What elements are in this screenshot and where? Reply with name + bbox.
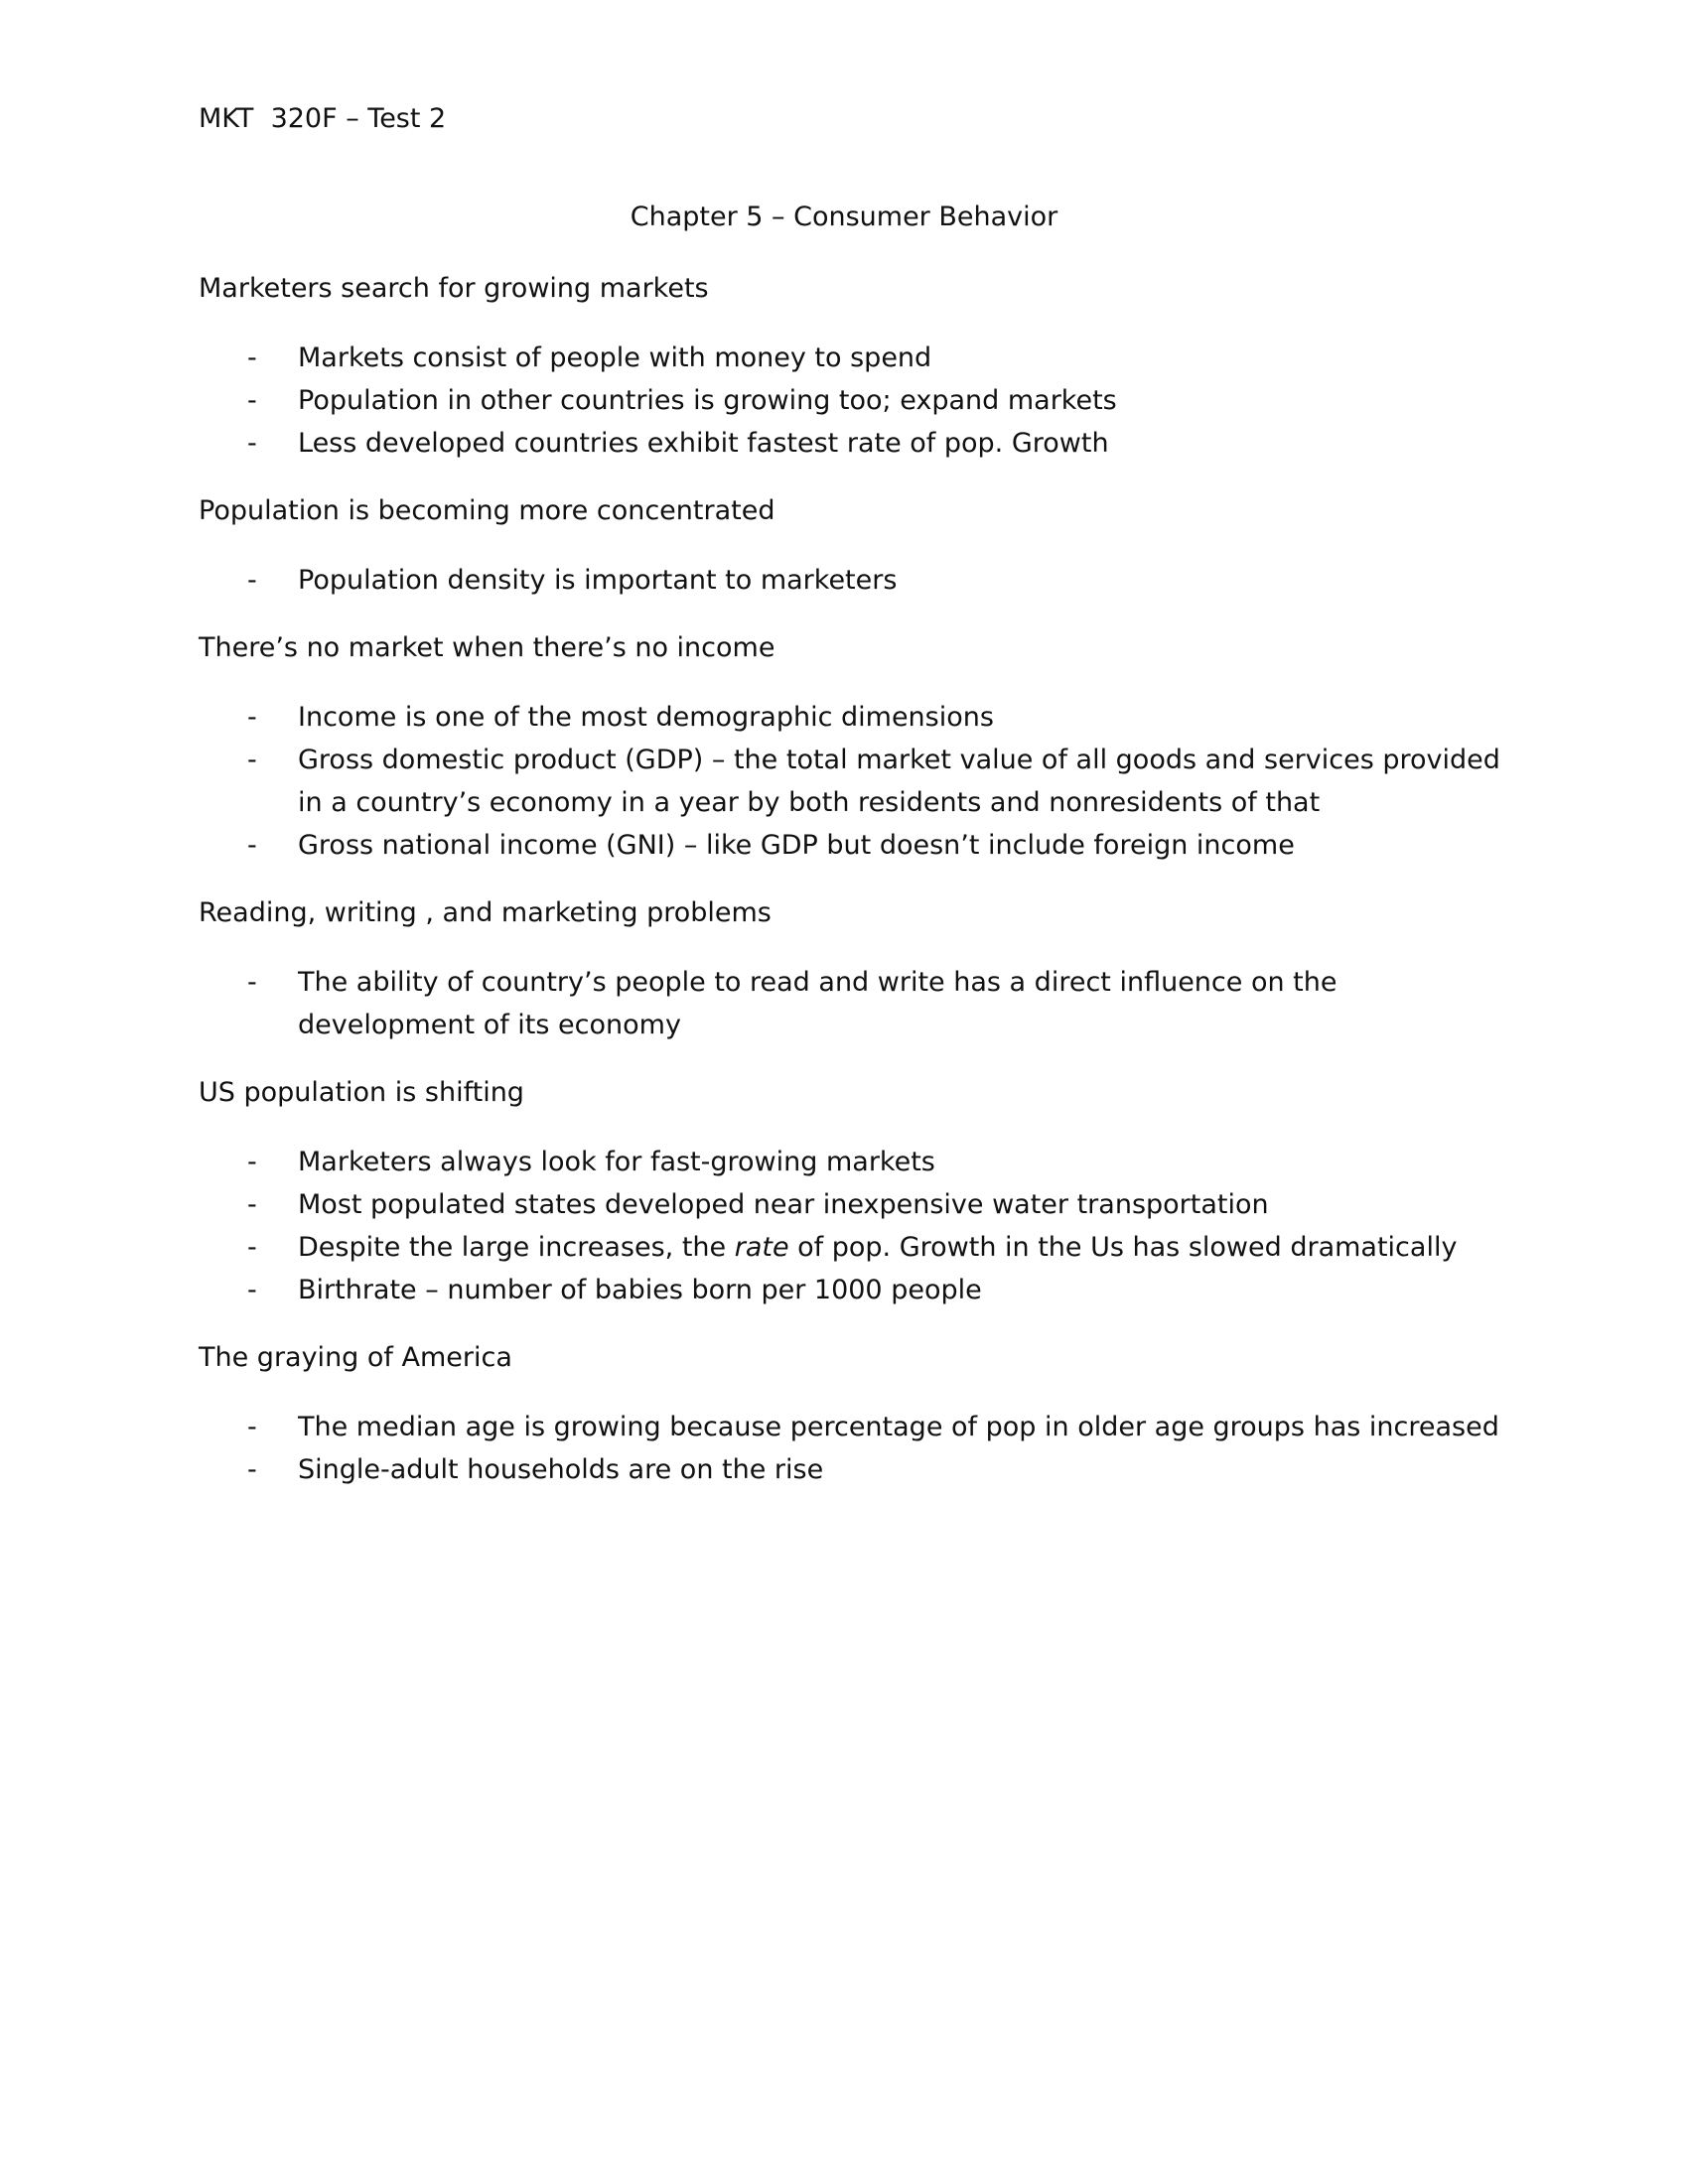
- list-item: [199, 1448, 1509, 1491]
- bullet-text: Markets consist of people with money to spend: [298, 342, 932, 373]
- bullet-text: Single-adult households are on the rise: [298, 1454, 824, 1485]
- bullet-text: The ability of country’s people to read and write has a direct influence on the development of its economy: [298, 967, 1337, 1040]
- bullet-dash: -: [247, 1275, 257, 1305]
- section-us-population: [199, 1071, 1509, 1311]
- list-item: [199, 1269, 1509, 1311]
- list-item: [199, 379, 1509, 422]
- bullet-text: Most populated states developed near inexpensive water transportation: [298, 1189, 1269, 1220]
- section-heading: There’s no market when there’s no income: [199, 632, 775, 663]
- list-item: [199, 696, 1509, 739]
- emphasized-word: rate: [734, 1232, 789, 1263]
- section-no-income: [199, 626, 1509, 867]
- section-heading: US population is shifting: [199, 1077, 524, 1108]
- bullet-text: Income is one of the most demographic dimensions: [298, 702, 994, 733]
- bullet-text: Marketers always look for fast-growing markets: [298, 1147, 935, 1177]
- bullet-list: [199, 1141, 1509, 1311]
- notes-body: [199, 267, 1509, 1516]
- section-graying-america: [199, 1336, 1509, 1491]
- document-header: MKT 320F – Test 2: [199, 103, 447, 134]
- bullet-text: Gross domestic product (GDP) – the total market value of all goods and services provided in a country’s economy in a year by both residents and nonresidents of that: [298, 745, 1500, 818]
- bullet-dash: -: [247, 565, 257, 596]
- section-population-concentrated: [199, 489, 1509, 602]
- bullet-dash: -: [247, 1412, 257, 1442]
- bullet-dash: -: [247, 1232, 257, 1263]
- bullet-text: Gross national income (GNI) – like GDP but doesn’t include foreign income: [298, 830, 1295, 861]
- section-reading-writing: [199, 891, 1509, 1046]
- bullet-dash: -: [247, 967, 257, 998]
- chapter-title: Chapter 5 – Consumer Behavior: [630, 202, 1058, 232]
- list-item: [199, 961, 1509, 1046]
- list-item: [199, 824, 1509, 867]
- list-item: [199, 1183, 1509, 1226]
- bullet-list: [199, 559, 1509, 602]
- bullet-list: [199, 1406, 1509, 1491]
- bullet-list: [199, 961, 1509, 1046]
- bullet-dash: -: [247, 745, 257, 775]
- bullet-text: Birthrate – number of babies born per 1000 people: [298, 1275, 982, 1305]
- list-item: [199, 1226, 1509, 1269]
- bullet-dash: -: [247, 428, 257, 459]
- section-heading: Population is becoming more concentrated: [199, 495, 775, 526]
- bullet-text: Less developed countries exhibit fastest rate of pop. Growth: [298, 428, 1109, 459]
- list-item: [199, 739, 1509, 824]
- list-item: [199, 1406, 1509, 1448]
- bullet-text: [298, 1226, 1509, 1269]
- bullet-dash: -: [247, 1189, 257, 1220]
- section-growing-markets: [199, 267, 1509, 465]
- section-heading: Reading, writing , and marketing problems: [199, 897, 772, 928]
- bullet-dash: -: [247, 342, 257, 373]
- bullet-dash: -: [247, 1454, 257, 1485]
- bullet-text-after: of pop. Growth in the Us has slowed dramatically: [788, 1232, 1458, 1263]
- list-item: [199, 559, 1509, 602]
- bullet-text: Population in other countries is growing too; expand markets: [298, 385, 1117, 416]
- bullet-list: [199, 696, 1509, 867]
- bullet-text: Population density is important to marketers: [298, 565, 898, 596]
- bullet-text-before: Despite the large increases, the: [298, 1232, 735, 1263]
- section-heading: Marketers search for growing markets: [199, 273, 709, 304]
- bullet-dash: -: [247, 702, 257, 733]
- list-item: [199, 422, 1509, 465]
- bullet-dash: -: [247, 830, 257, 861]
- bullet-dash: -: [247, 385, 257, 416]
- list-item: [199, 337, 1509, 379]
- section-heading: The graying of America: [199, 1342, 512, 1373]
- bullet-list: [199, 337, 1509, 465]
- bullet-text: The median age is growing because percentage of pop in older age groups has increased: [298, 1412, 1499, 1442]
- list-item: [199, 1141, 1509, 1183]
- bullet-dash: -: [247, 1147, 257, 1177]
